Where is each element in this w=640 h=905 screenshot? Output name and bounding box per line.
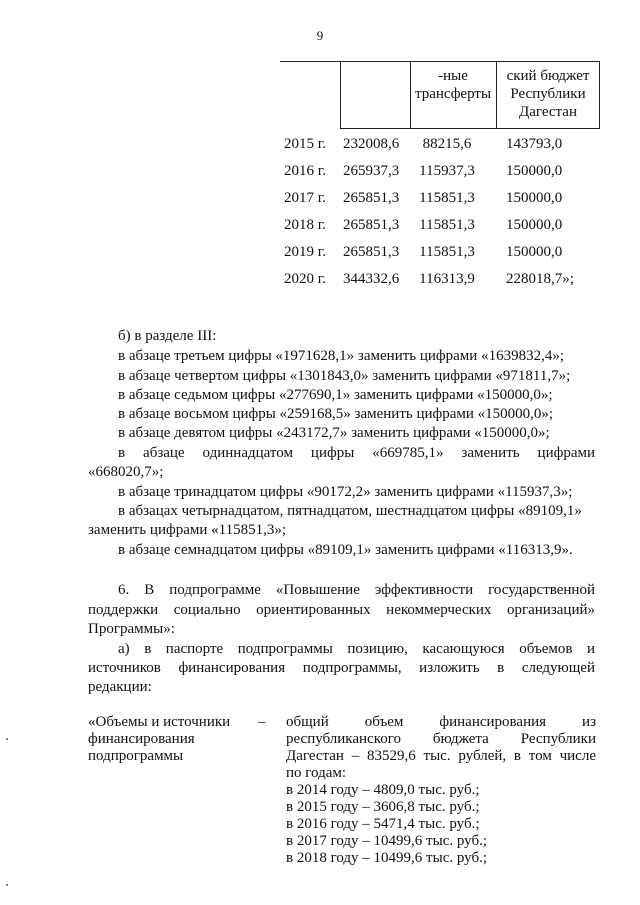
year-cell: 2018 г. [284, 217, 326, 233]
passport-year-line: в 2016 году – 5471,4 тыс. руб.; [286, 816, 480, 832]
table-top-border [280, 61, 600, 62]
passport-item-label [88, 714, 248, 765]
amendment-line: в абзацах четырнадцатом, пятнадцатом, шестнадцатом цифры «89109,1» [118, 503, 582, 519]
year-cell: 2015 г. [284, 136, 326, 152]
transfers-cell: 115937,3 [419, 163, 475, 179]
table-row [280, 136, 600, 163]
year-cell: 2020 г. [284, 271, 326, 287]
republic-budget-cell: 143793,0 [506, 136, 563, 152]
passport-label-line: финансирования [88, 731, 195, 747]
table-row [280, 244, 600, 271]
passport-year-line: в 2014 году – 4809,0 тыс. руб.; [286, 782, 480, 798]
page-number: 9 [316, 28, 324, 43]
republic-budget-cell: 150000,0 [506, 190, 563, 206]
table-row [280, 163, 600, 190]
transfers-cell: 116313,9 [419, 271, 475, 287]
amendment-line: в абзаце тринадцатом цифры «90172,2» заменить цифрами «115937,3»; [118, 484, 573, 500]
table-row [280, 217, 600, 244]
passport-item-value [286, 714, 596, 867]
passport-value-line: республиканского бюджета Республики [286, 731, 596, 747]
table-row [280, 190, 600, 217]
year-cell: 2016 г. [284, 163, 326, 179]
passport-label-line: подпрограммы [88, 748, 184, 764]
amendment-line: в абзаце четвертом цифры «1301843,0» заменить цифрами «971811,7»; [118, 368, 571, 384]
total-cell: 344332,6 [343, 271, 400, 287]
total-cell: 265851,3 [343, 190, 400, 206]
total-cell: 265851,3 [343, 244, 400, 260]
amendment-line: в абзаце семнадцатом цифры «89109,1» заменить цифрами «116313,9». [118, 542, 573, 558]
section-6-line: Программы»: [88, 621, 175, 637]
scan-artifact [6, 884, 8, 886]
year-cell: 2019 г. [284, 244, 326, 260]
section-b-heading: б) в разделе III: [118, 328, 217, 344]
total-cell: 265851,3 [343, 217, 400, 233]
republic-budget-cell: 150000,0 [506, 244, 563, 260]
amendment-line-continuation: «668020,7»; [88, 464, 164, 480]
passport-year-line: в 2018 году – 10499,6 тыс. руб.; [286, 850, 488, 866]
passport-dash: – [258, 714, 266, 730]
transfers-cell: 115851,3 [419, 244, 475, 260]
passport-label-line: «Объемы и источники [88, 714, 231, 730]
republic-budget-cell: 228018,7»; [506, 271, 574, 287]
table-header-transfers: -ные трансферты [414, 68, 492, 102]
passport-value-line: по годам: [286, 765, 347, 781]
section-6-line: 6. В подпрограмме «Повышение эффективности государственной [118, 582, 595, 598]
transfers-cell: 88215,6 [422, 136, 472, 152]
table-header-bottom-border [340, 128, 600, 129]
scan-artifact [6, 738, 8, 740]
passport-value-line: Дагестан – 83529,6 тыс. рублей, в том числе [286, 748, 596, 764]
transfers-cell: 115851,3 [419, 217, 475, 233]
section-6-line: редакции: [88, 679, 152, 695]
section-6-line: источников финансирования подпрограммы, изложить в следующей [88, 660, 595, 676]
amendment-line-continuation: заменить цифрами «115851,3»; [88, 522, 286, 538]
passport-year-line: в 2017 году – 10499,6 тыс. руб.; [286, 833, 488, 849]
republic-budget-cell: 150000,0 [506, 217, 563, 233]
amendment-line: в абзаце третьем цифры «1971628,1» заменить цифрами «1639832,4»; [118, 348, 564, 364]
year-cell: 2017 г. [284, 190, 326, 206]
section-6-line: а) в паспорте подпрограммы позицию, касающуюся объемов и [118, 641, 595, 657]
total-cell: 232008,6 [343, 136, 400, 152]
table-header-republic-budget: ский бюджет Республики Дагестан [506, 68, 590, 120]
transfers-cell: 115851,3 [419, 190, 475, 206]
passport-value-line: общий объем финансирования из [286, 714, 596, 730]
total-cell: 265937,3 [343, 163, 400, 179]
table-row [280, 271, 600, 298]
amendment-line: в абзаце седьмом цифры «277690,1» заменить цифрами «150000,0»; [118, 387, 553, 403]
table-column-divider [340, 61, 341, 128]
republic-budget-cell: 150000,0 [506, 163, 563, 179]
amendment-line: в абзаце девятом цифры «243172,7» заменить цифрами «150000,0»; [118, 425, 550, 441]
section-6-line: поддержки социально ориентированных некоммерческих организаций» [88, 602, 595, 618]
amendment-line: в абзаце восьмом цифры «259168,5» заменить цифрами «150000,0»; [118, 406, 554, 422]
amendment-line: в абзаце одиннадцатом цифры «669785,1» заменить цифрами [118, 445, 595, 461]
passport-year-line: в 2015 году – 3606,8 тыс. руб.; [286, 799, 480, 815]
